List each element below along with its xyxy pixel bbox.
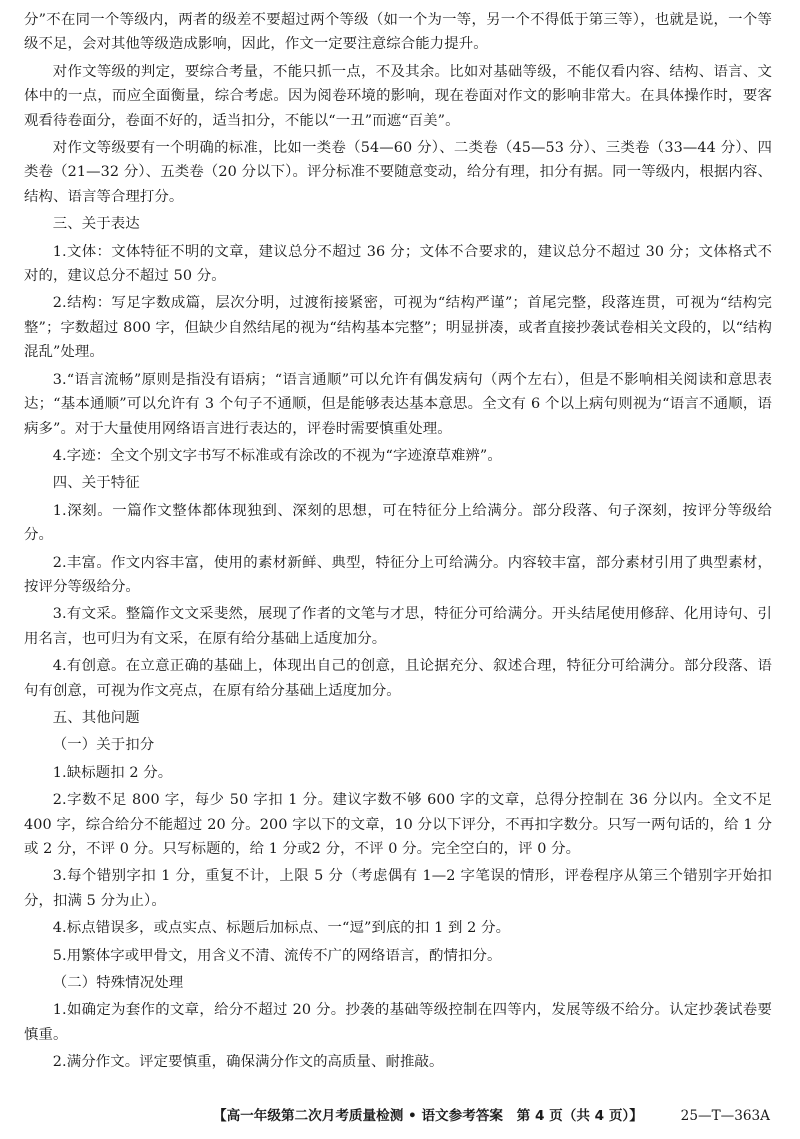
- document-body: [24, 8, 772, 1075]
- paragraph: 2.丰富。作文内容丰富，使用的素材新鲜、典型，特征分上可给满分。内容较丰富，部分素材引用了典型素材，按评分等级给分。: [24, 554, 772, 595]
- section-heading: 五、其他问题: [52, 709, 140, 726]
- paragraph: 2.满分作文。评定要慎重，确保满分作文的高质量、耐推敲。: [52, 1054, 444, 1071]
- paragraph: 4.字迹：全文个别文字书写不标准或有涂改的不视为“字迹潦草难辨”。: [52, 447, 502, 464]
- section-heading: 三、关于表达: [52, 216, 140, 233]
- paragraph: 对作文等级要有一个明确的标准，比如一类卷（54—60 分）、二类卷（45—53 分）、三类卷（33—44 分）、四类卷（21—32 分）、五类卷（20 分以下）。评分标准不要随意变动，给分有理，扣分有据。同一等级内，根据内容、结构、语言等合理打分。: [24, 140, 772, 205]
- page-footer: [0, 1104, 800, 1128]
- paragraph: 2.字数不足 800 字，每少 50 字扣 1 分。建议字数不够 600 字的文章，总得分控制在 36 分以内。全文不足 400 字，综合给分不能超过 20 分。200 字以下的文章，10 分以下评分，不再扣字数分。只写一两句话的，给 1 分或 2 分，不评 0 分。只写标题的，给 1 分或2 分，不评 0 分。完全空白的，评 0 分。: [24, 792, 772, 857]
- paragraph: 4.有创意。在立意正确的基础上，体现出自己的创意，且论据充分、叙述合理，特征分可给满分。部分段落、语句有创意，可视为作文亮点，在原有给分基础上适度加分。: [24, 658, 772, 699]
- paragraph: 1.缺标题扣 2 分。: [52, 764, 173, 781]
- section-heading: 四、关于特征: [52, 475, 140, 492]
- footer-title: 【高一年级第二次月考质量检测 • 语文参考答案 第 4 页（共 4 页）】: [213, 1108, 643, 1124]
- paragraph: 3.“语言流畅”原则是指没有语病；“语言通顺”可以允许有偶发病句（两个左右），但是不影响相关阅读和意思表达；“基本通顺”可以允许有 3 个句子不通顺，但是能够表达基本意思。全文有 6 个以上病句则视为“语言不通顺，语病多”。对于大量使用网络语言进行表达的，评卷时需要慎重处理。: [24, 371, 772, 437]
- section-heading: （二）特殊情况处理: [52, 975, 184, 992]
- paragraph: 分”不在同一个等级内，两者的级差不要超过两个等级（如一个为一等，另一个不得低于第三等），也就是说，一个等级不足，会对其他等级造成影响，因此，作文一定要注意综合能力提升。: [24, 12, 772, 53]
- paragraph: 1.深刻。一篇作文整体都体现独到、深刻的思想，可在特征分上给满分。部分段落、句子深刻，按评分等级给分。: [24, 502, 772, 544]
- paragraph: 3.每个错别字扣 1 分，重复不计，上限 5 分（考虑偶有 1—2 字笔误的情形，评卷程序从第三个错别字开始扣分，扣满 5 分为止）。: [24, 868, 772, 909]
- paragraph: 1.如确定为套作的文章，给分不超过 20 分。抄袭的基础等级控制在四等内，发展等级不给分。认定抄袭试卷要慎重。: [24, 1002, 772, 1043]
- paragraph: 3.有文采。整篇作文文采斐然，展现了作者的文笔与才思，特征分可给满分。开头结尾使用修辞、化用诗句、引用名言，也可归为有文采，在原有给分基础上适度加分。: [24, 606, 772, 647]
- paragraph: 2.结构：写足字数成篇，层次分明，过渡衔接紧密，可视为“结构严谨”；首尾完整，段落连贯，可视为“结构完整”；字数超过 800 字，但缺少自然结尾的视为“结构基本完整”；明显拼凑，或者直接抄袭试卷相关文段的，以“结构混乱”处理。: [24, 295, 773, 361]
- footer-code: 25—T—363A: [680, 1108, 770, 1124]
- section-heading: （一）关于扣分: [52, 737, 155, 754]
- paragraph: 对作文等级的判定，要综合考量，不能只抓一点，不及其余。比如对基础等级，不能仅看内容、结构、语言、文体中的一点，而应全面衡量，综合考虑。因为阅卷环境的影响，现在卷面对作文的影响非常大。在具体操作时，要客观看待卷面分，卷面不好的，适当扣分，不能以“一丑”而遮“百美”。: [24, 63, 772, 129]
- paragraph: 4.标点错误多，或点实点、标题后加标点、一“逗”到底的扣 1 到 2 分。: [52, 920, 511, 937]
- paragraph: 1.文体：文体特征不明的文章，建议总分不超过 36 分；文体不合要求的，建议总分不超过 30 分；文体格式不对的，建议总分不超过 50 分。: [24, 243, 772, 285]
- paragraph: 5.用繁体字或甲骨文，用含义不清、流传不广的网络语言，酌情扣分。: [52, 947, 502, 964]
